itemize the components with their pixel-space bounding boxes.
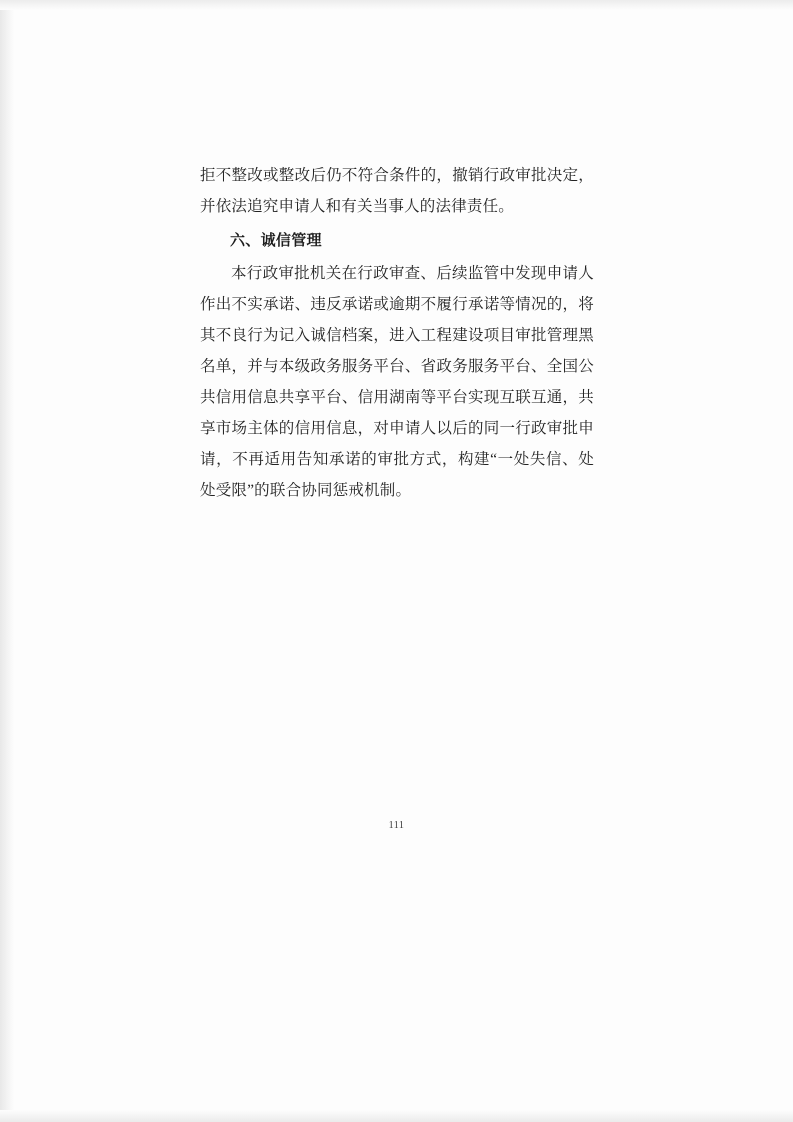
page-number: 111 — [388, 820, 405, 831]
scan-edge-left — [0, 0, 14, 1122]
section-heading: 六、诚信管理 — [230, 231, 322, 249]
continued-paragraph: 拒不整改或整改后仍不符合条件的，撤销行政审批决定，并依法追究申请人和有关当事人的法律责任。 — [200, 167, 594, 215]
document-body — [200, 160, 594, 506]
scan-edge-top — [0, 0, 793, 10]
section-body-paragraph: 本行政审批机关在行政审查、后续监管中发现申请人作出不实承诺、违反承诺或逾期不履行承诺等情况的，将其不良行为记入诚信档案，进入工程建设项目审批管理黑名单，并与本级政务服务平台、省政务服务平台、全国公共信用信息共享平台、信用湖南等平台实现互联互通，共享市场主体的信用信息，对申请人以后的同一行政审批申请，不再适用告知承诺的审批方式，构建“一处失信、处处受限”的联合协同惩戒机制。 — [200, 265, 594, 499]
scan-edge-bottom — [0, 1110, 793, 1122]
